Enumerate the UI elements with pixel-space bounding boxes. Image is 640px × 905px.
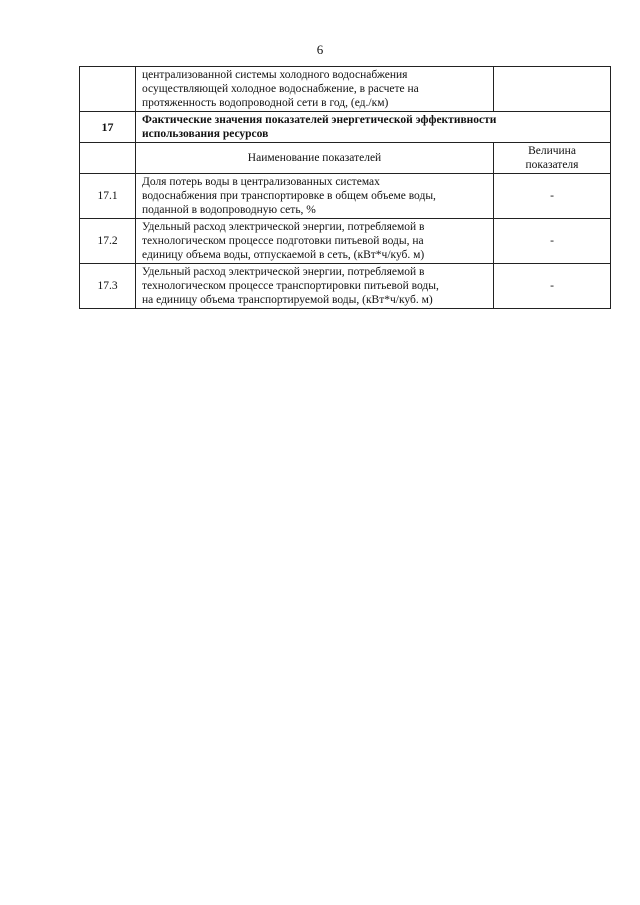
row-indicator-name: Удельный расход электрической энергии, потребляемой в технологическом процессе транспортировки питьевой воды, на единицу объема транспортируемой воды, (кВт*ч/куб. м) (136, 264, 494, 309)
header-indicator-name: Наименование показателей (136, 143, 494, 174)
row-number: 17.1 (80, 174, 136, 219)
table-row-continuation (80, 67, 611, 112)
page-number: 6 (316, 42, 324, 57)
row-number: 17.3 (80, 264, 136, 309)
section-title: Фактические значения показателей энергетической эффективности использования ресурсов (136, 112, 611, 143)
row-number (80, 67, 136, 112)
row-value (494, 67, 611, 112)
header-row (80, 143, 611, 174)
header-number (80, 143, 136, 174)
row-value: - (494, 264, 611, 309)
row-number: 17.2 (80, 219, 136, 264)
table-row (80, 174, 611, 219)
row-value: - (494, 174, 611, 219)
row-indicator-name: централизованной системы холодного водоснабжения осуществляющей холодное водоснабжение, в расчете на протяженность водопроводной сети в год, (ед./км) (136, 67, 494, 112)
row-value: - (494, 219, 611, 264)
section-number: 17 (80, 112, 136, 143)
section-row (80, 112, 611, 143)
row-indicator-name: Удельный расход электрической энергии, потребляемой в технологическом процессе подготовки питьевой воды, на единицу объема воды, отпускаемой в сеть, (кВт*ч/куб. м) (136, 219, 494, 264)
table-row (80, 219, 611, 264)
indicators-table (79, 66, 611, 309)
header-value: Величина показателя (494, 143, 611, 174)
row-indicator-name: Доля потерь воды в централизованных системах водоснабжения при транспортировке в общем объеме воды, поданной в водопроводную сеть, % (136, 174, 494, 219)
table-row (80, 264, 611, 309)
